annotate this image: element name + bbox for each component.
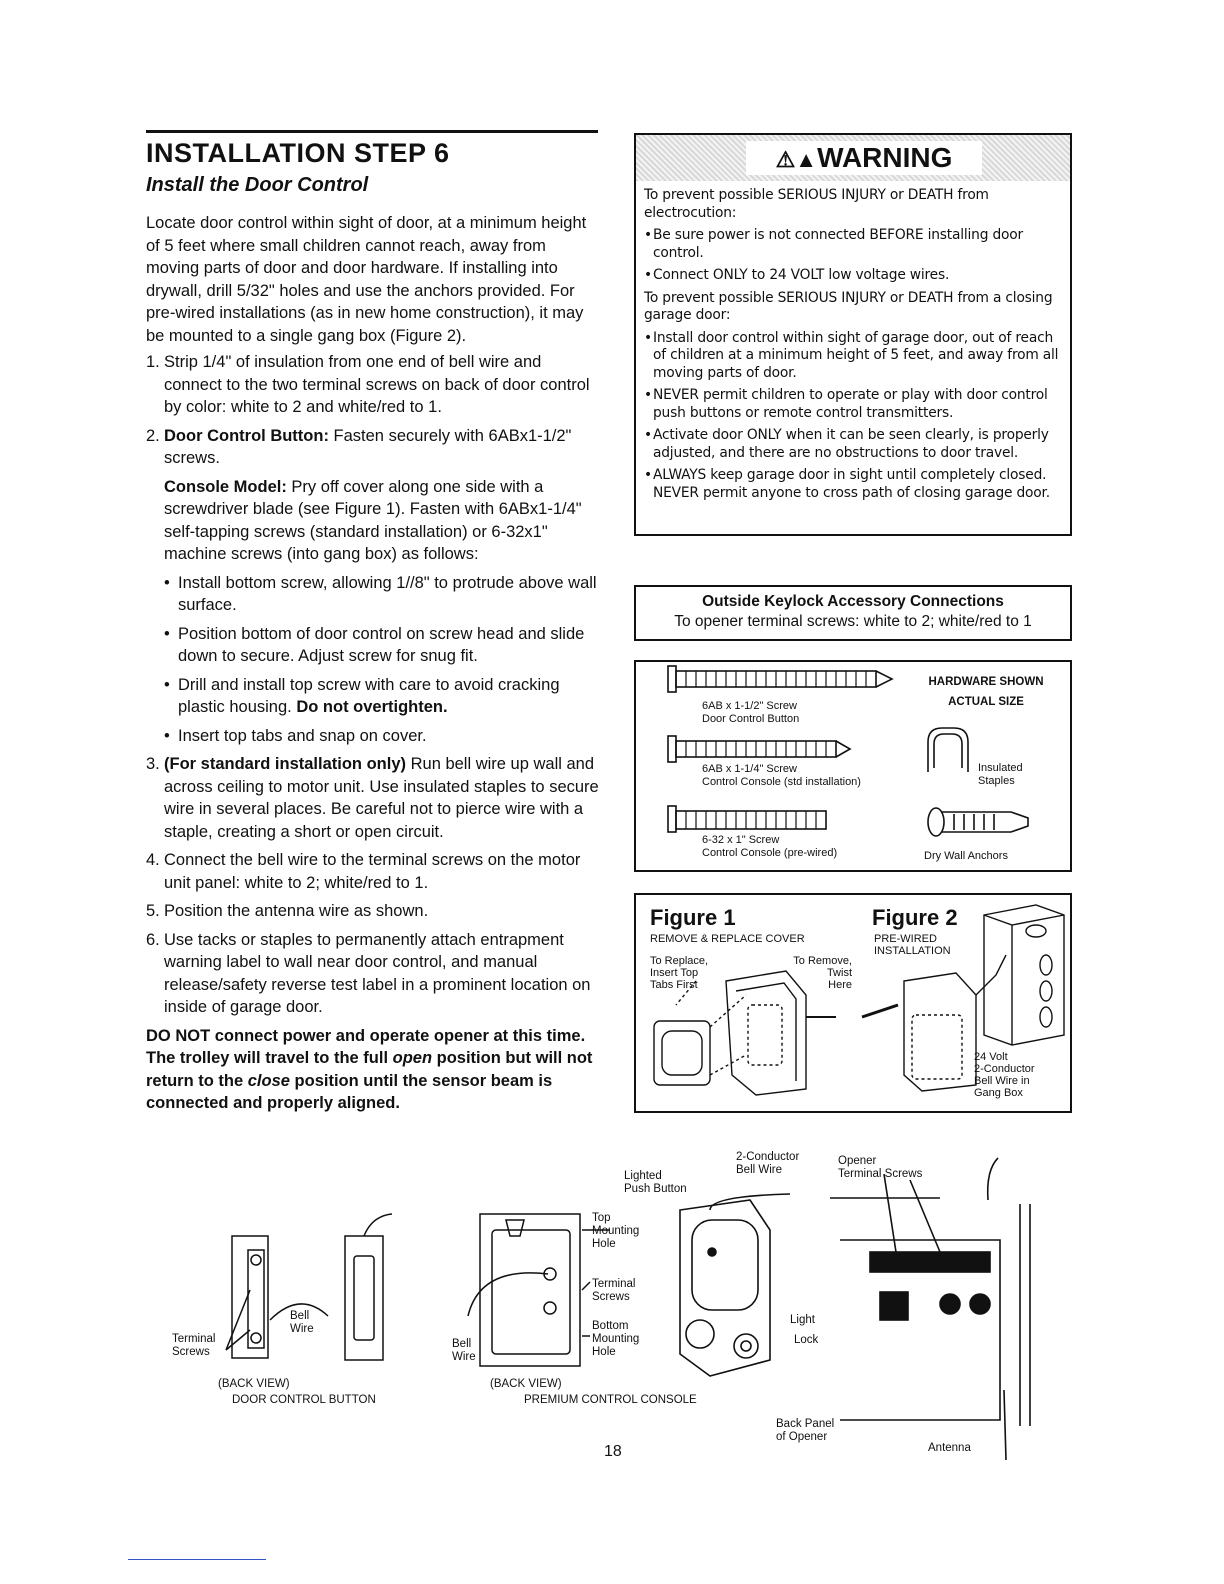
remove-note: To Remove, Twist Here — [793, 955, 852, 991]
step-item-5: 5. Position the antenna wire as shown. — [146, 902, 429, 920]
footer-link-underline — [128, 1559, 266, 1560]
screw-icon — [668, 736, 850, 762]
console-front-illustration — [680, 1200, 770, 1376]
warning-bullet: • Be sure power is not connected BEFORE installing door control. — [644, 227, 1023, 261]
console-bell-wire-label: Bell Wire — [452, 1338, 476, 1363]
figure-1-title: Figure 1 — [650, 905, 736, 930]
premium-control-console-caption: PREMIUM CONTROL CONSOLE — [524, 1394, 697, 1406]
light-label: Light — [790, 1314, 815, 1326]
console-bullet-2: • Position bottom of door control on screw head and slide down to secure. Adjust screw for snug fit. — [164, 624, 585, 665]
step-item-2: 2. Door Control Button: Fasten securely with 6ABx1-1/2" screws. — [146, 426, 572, 467]
two-conductor-label: 2-Conductor Bell Wire — [736, 1151, 800, 1176]
drywall-anchor-icon — [928, 808, 1028, 836]
figures-illustration — [636, 895, 1070, 1111]
screw-icon — [668, 666, 892, 692]
warning-body: To prevent possible SERIOUS INJURY or DEATH from electrocution: • Be sure power is not connected BEFORE installing door control. • Connect ONLY to 24 VOLT low voltage wires. To prevent possible SERIOUS INJURY or DEATH from a closing garage door: • Install door control within sight of garage door, out of reach of children at a minimum height of 5 feet, and away from all moving parts of door. • NEVER permit children to operate or play with door control push buttons or remote control transmitters. • Activate door ONLY when it can be seen clearly, is properly adjusted, and there are no obstructions to door travel. • ALWAYS keep garage door in sight until completely closed. NEVER permit anyone to cross path of closing garage door. — [644, 187, 1064, 507]
gang-box-illustration — [862, 905, 1064, 1091]
warning-header — [636, 135, 1070, 181]
button-terminal-screws-label: Terminal Screws — [172, 1333, 216, 1358]
keylock-box — [634, 585, 1072, 641]
staples-label: Insulated Staples — [978, 762, 1023, 787]
screw-2-label: 6AB x 1-1/4" Screw Control Console (std installation) — [702, 763, 861, 788]
console-back-view-label: (BACK VIEW) — [490, 1378, 562, 1390]
top-mounting-hole-label: Top Mounting Hole — [592, 1212, 640, 1250]
warning-bullet: • Install door control within sight of garage door, out of reach of children at a minimum height of 5 feet, and away from all moving parts of door. — [644, 329, 1059, 381]
step-item-1: 1. Strip 1/4" of insulation from one end of bell wire and connect to the two terminal screws on back of door control by color: white to 2 and white/red to 1. — [146, 353, 590, 416]
console-bullet-1: • Install bottom screw, allowing 1//8" to protrude above wall surface. — [164, 573, 597, 614]
figure-2-caption: PRE-WIRED INSTALLATION — [874, 933, 951, 957]
opener-terminal-screws-label: Opener Terminal Screws — [838, 1155, 923, 1180]
gang-box-note: 24 Volt 2-Conductor Bell Wire in Gang Box — [974, 1051, 1035, 1099]
step-item-3: 3. (For standard installation only) Run bell wire up wall and across ceiling to motor unit. Use insulated staples to secure wire in several places. Be careful not to pierce wire with a staple, creating a short or open circuit. — [146, 755, 599, 841]
figure-2-title: Figure 2 — [872, 905, 958, 930]
warning-label: ⚠▲WARNING — [746, 141, 982, 175]
figure-1-caption: REMOVE & REPLACE COVER — [650, 933, 805, 945]
warning-bullet: • ALWAYS keep garage door in sight until completely closed. NEVER permit anyone to cross path of closing garage door. — [644, 467, 1050, 501]
console-back-illustration — [468, 1214, 610, 1366]
back-panel-label: Back Panel of Opener — [776, 1418, 835, 1443]
instructions-column — [146, 212, 601, 1115]
step-item-4: 4. Connect the bell wire to the terminal screws on the motor unit panel: white to 2; white/red to 1. — [146, 851, 581, 892]
warning-bullet: • Activate door ONLY when it can be seen clearly, is properly adjusted, and there are no obstructions to door travel. — [644, 427, 1049, 461]
bottom-mounting-hole-label: Bottom Mounting Hole — [592, 1320, 640, 1358]
warning-triangle-icon: ⚠▲ — [775, 147, 818, 172]
step-item-6: 6. Use tacks or staples to permanently attach entrapment warning label to wall near door control, and manual release/safety reverse test label in a prominent location on inside of garage door. — [146, 930, 591, 1016]
antenna-label: Antenna — [928, 1442, 971, 1454]
opener-panel-illustration — [710, 1158, 1030, 1460]
keylock-title: Outside Keylock Accessory Connections — [702, 593, 1004, 610]
warning-box — [634, 133, 1072, 536]
button-bell-wire-label: Bell Wire — [290, 1310, 314, 1335]
console-terminal-screws-label: Terminal Screws — [592, 1278, 636, 1303]
step-title: INSTALLATION STEP 6 — [146, 138, 450, 168]
intro-paragraph: Locate door control within sight of door, at a minimum height of 5 feet where small children cannot reach, away from moving parts of door and door hardware. If installing into drywall, drill 5/32" holes and use the anchors provided. For pre-wired installations (as in new home construction), it may be mounted to a single gang box (Figure 2). — [146, 214, 587, 345]
console-cover-illustration — [654, 971, 836, 1095]
lighted-push-button-label: Lighted Push Button — [624, 1170, 687, 1195]
page-number: 18 — [604, 1443, 622, 1460]
screw-3-label: 6-32 x 1" Screw Control Console (pre-wired) — [702, 834, 838, 859]
warning-bullet: • Connect ONLY to 24 VOLT low voltage wires. — [644, 267, 950, 283]
anchors-label: Dry Wall Anchors — [924, 850, 1008, 862]
console-bullet-4: • Insert top tabs and snap on cover. — [164, 726, 427, 745]
closing-warning-paragraph: DO NOT connect power and operate opener at this time. The trolley will travel to the full open position but will not return to the close position until the sensor beam is connected and properly aligned. — [146, 1026, 593, 1112]
door-control-button-illustration — [226, 1214, 392, 1360]
hardware-heading-2: ACTUAL SIZE — [948, 696, 1024, 708]
keylock-text: To opener terminal screws: white to 2; white/red to 1 — [674, 613, 1032, 630]
door-control-button-caption: DOOR CONTROL BUTTON — [232, 1394, 376, 1406]
console-model-paragraph: Console Model: Pry off cover along one side with a screwdriver blade (see Figure 1). Fasten with 6ABx1-1/4" self-tapping screws (standard installation) or 6-32x1" machine screws (into gang box) as follows: — [164, 477, 582, 563]
warning-bullet: • NEVER permit children to operate or play with door control push buttons or remote control transmitters. — [644, 387, 1048, 421]
lock-label: Lock — [794, 1334, 819, 1346]
replace-note: To Replace, Insert Top Tabs First — [650, 955, 709, 991]
figures-box — [634, 893, 1072, 1113]
button-back-view-label: (BACK VIEW) — [218, 1378, 290, 1390]
hardware-box — [634, 660, 1072, 872]
console-bullet-3: • Drill and install top screw with care to avoid cracking plastic housing. Do not overtighten. — [164, 675, 560, 716]
staple-icon — [928, 728, 968, 772]
heading-rule — [146, 130, 598, 133]
screw-1-label: 6AB x 1-1/2" Screw Door Control Button — [702, 700, 800, 725]
step-subtitle: Install the Door Control — [146, 174, 369, 196]
screw-icon — [668, 806, 826, 832]
hardware-heading-1: HARDWARE SHOWN — [928, 676, 1044, 688]
